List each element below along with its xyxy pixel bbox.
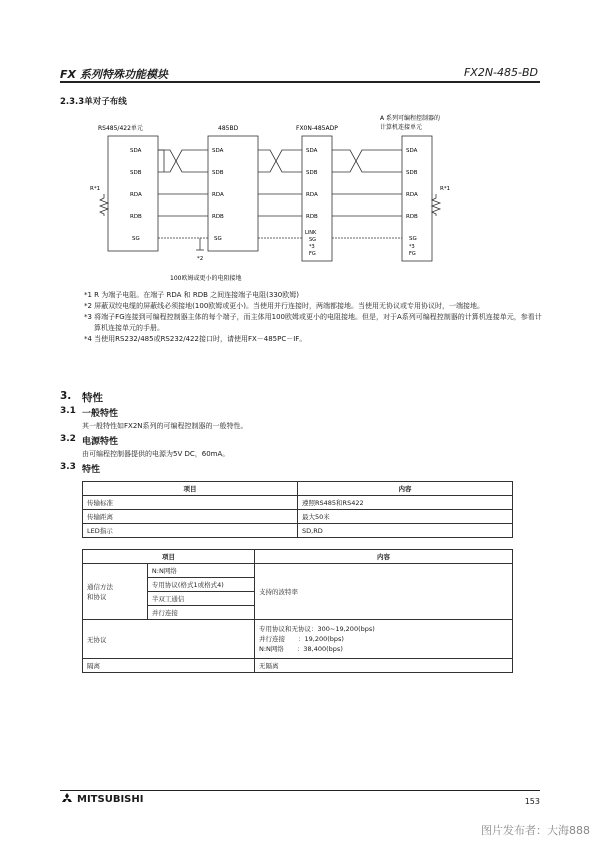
diagram-caption: 100欧姆或更小的电阻接地 [170, 275, 242, 282]
term-sg-2: SG [214, 236, 222, 242]
resistor-left-icon [100, 194, 108, 216]
table1-header-content: 内容 [298, 482, 513, 496]
resistor-right-icon [432, 194, 440, 216]
note-1: *1 R 为端子电阻。在端子 RDA 和 RDB 之间连接端子电阻(330欧姆) [84, 291, 299, 299]
term-fg-4: FG [409, 251, 416, 257]
term-sg-4: SG [409, 236, 417, 242]
section-3-number: 3. [60, 390, 72, 402]
table-header-row [83, 550, 513, 564]
label-485bd: 485BD [218, 125, 239, 132]
table-row [83, 564, 513, 578]
device-box-adp [302, 136, 332, 261]
page-number: 153 [524, 797, 540, 806]
term-link-3: LINK [305, 230, 317, 236]
table-row [83, 524, 513, 538]
section-32-body: 由可编程控制器提供的电源为5V DC，60mA。 [82, 450, 230, 458]
section-33-number: 3.3 [60, 462, 76, 472]
table2-group-cell [83, 564, 148, 620]
section-31-number: 3.1 [60, 406, 76, 416]
three-diamonds-icon [60, 793, 74, 805]
term-rdb-2: RDB [212, 214, 224, 220]
term-sg-1: SG [132, 236, 140, 242]
term-fg-3: FG [309, 251, 316, 257]
header-rule [60, 81, 540, 83]
device-box-a-series [402, 136, 432, 261]
header-series-title: FX 系列特殊功能模块 [60, 68, 168, 81]
note-star3-a-series: *3 [409, 244, 415, 250]
spec-table-1 [82, 481, 513, 538]
table2-sub-item: 半双工通信 [147, 592, 254, 606]
table2-isolation-label: 隔离 [83, 659, 255, 673]
note-star2: *2 [197, 256, 204, 262]
term-sdb-2: SDB [212, 170, 224, 176]
section-32-title: 电源特性 [82, 437, 119, 447]
table-row [83, 620, 513, 659]
term-sdb-4: SDB [406, 170, 418, 176]
table2-sub-item: 并行连接 [147, 606, 254, 620]
mitsubishi-logo [60, 793, 143, 805]
table1-cell: 传输标准 [83, 496, 298, 510]
label-r1-right: R*1 [440, 186, 451, 192]
table2-baud-line: 专用协议和无协议：300~19,200(bps) [258, 625, 375, 633]
label-r1-left: R*1 [90, 186, 101, 192]
table2-isolation-value: 无隔离 [254, 659, 512, 673]
label-a-series-line1: A 系列可编程控制器的 [380, 115, 441, 122]
table-row [83, 496, 513, 510]
header-model: FX2N-485-BD [463, 66, 538, 79]
table1-cell: 最大50米 [298, 510, 513, 524]
term-rdb-1: RDB [130, 214, 142, 220]
term-sdb-1: SDB [130, 170, 142, 176]
label-rs485-unit: RS485/422单元 [98, 125, 143, 132]
table1-cell: 遵照RS485和RS422 [298, 496, 513, 510]
label-a-series-line2: 计算机连接单元 [380, 124, 423, 131]
table1-cell: 传输距离 [83, 510, 298, 524]
term-rda-3: RDA [306, 192, 318, 198]
term-rdb-3: RDB [306, 214, 318, 220]
label-fx0n-485adp: FX0N-485ADP [296, 125, 338, 132]
term-sda-2: SDA [212, 148, 224, 154]
section-3-title: 特性 [82, 392, 103, 404]
term-sg-3: SG [309, 237, 317, 243]
note-star3-adp: *3 [309, 244, 315, 250]
term-sdb-3: SDB [306, 170, 318, 176]
term-rdb-4: RDB [406, 214, 418, 220]
note-4: *4 当使用RS232/485或RS232/422接口时，请使用FX－485PC－IF。 [84, 335, 307, 343]
term-sda-4: SDA [406, 148, 418, 154]
table2-baud-line: N:N网络 ：38,400(bps) [258, 645, 343, 653]
term-rda-1: RDA [130, 192, 142, 198]
term-sda-3: SDA [306, 148, 318, 154]
table2-sub-item: N:N网络 [147, 564, 254, 578]
term-sda-1: SDA [130, 148, 142, 154]
section-title-wiring: 2.3.3单对子布线 [60, 97, 127, 107]
table2-group-content: 支持的波特率 [254, 564, 512, 620]
table2-header-item: 项目 [83, 550, 255, 564]
table1-cell: LED指示 [83, 524, 298, 538]
table2-header-content: 内容 [254, 550, 512, 564]
table2-sub-item: 专用协议(格式1或格式4) [147, 578, 254, 592]
table2-group-label-2: 和协议 [87, 592, 107, 601]
term-rda-2: RDA [212, 192, 224, 198]
table2-baud-line: 并行连接 ：19,200(bps) [258, 635, 344, 643]
note-2: *2 屏蔽双绞电缆的屏蔽线必须接地(100欧姆或更小)。当使用并行连接时，两端都接地。当使用无协议或专用协议时，一端接地。 [84, 302, 484, 310]
section-31-body: 其一般特性如FX2N系列的可编程控制器的一般特性。 [82, 422, 248, 430]
wiring-diagram [60, 110, 480, 285]
spec-table-2 [82, 549, 513, 673]
brand-name: MITSUBISHI [77, 793, 144, 805]
twisted-pair-wires [158, 150, 402, 250]
term-rda-4: RDA [406, 192, 418, 198]
table-row [83, 659, 513, 673]
table2-baud-cell [254, 620, 512, 659]
table1-cell: SD,RD [298, 524, 513, 538]
table-row [83, 510, 513, 524]
section-32-number: 3.2 [60, 434, 76, 444]
table-header-row [83, 482, 513, 496]
table2-no-protocol-label: 无协议 [83, 620, 255, 659]
section-31-title: 一般特性 [82, 409, 119, 419]
note-3: *3 将端子FG连接到可编程控制器主体的每个端子，而主体用100欧姆或更小的电阻接地。但是，对于A系列可编程控制器的计算机连接单元，参看计算机连接单元的手册。 [84, 313, 542, 332]
watermark: 图片发布者：大海888 [481, 824, 590, 837]
section-33-title: 特性 [82, 465, 101, 475]
footer-rule [60, 790, 540, 791]
table1-header-item: 项目 [83, 482, 298, 496]
table2-group-label-1: 通信方法 [87, 582, 113, 591]
footnotes [84, 290, 544, 345]
